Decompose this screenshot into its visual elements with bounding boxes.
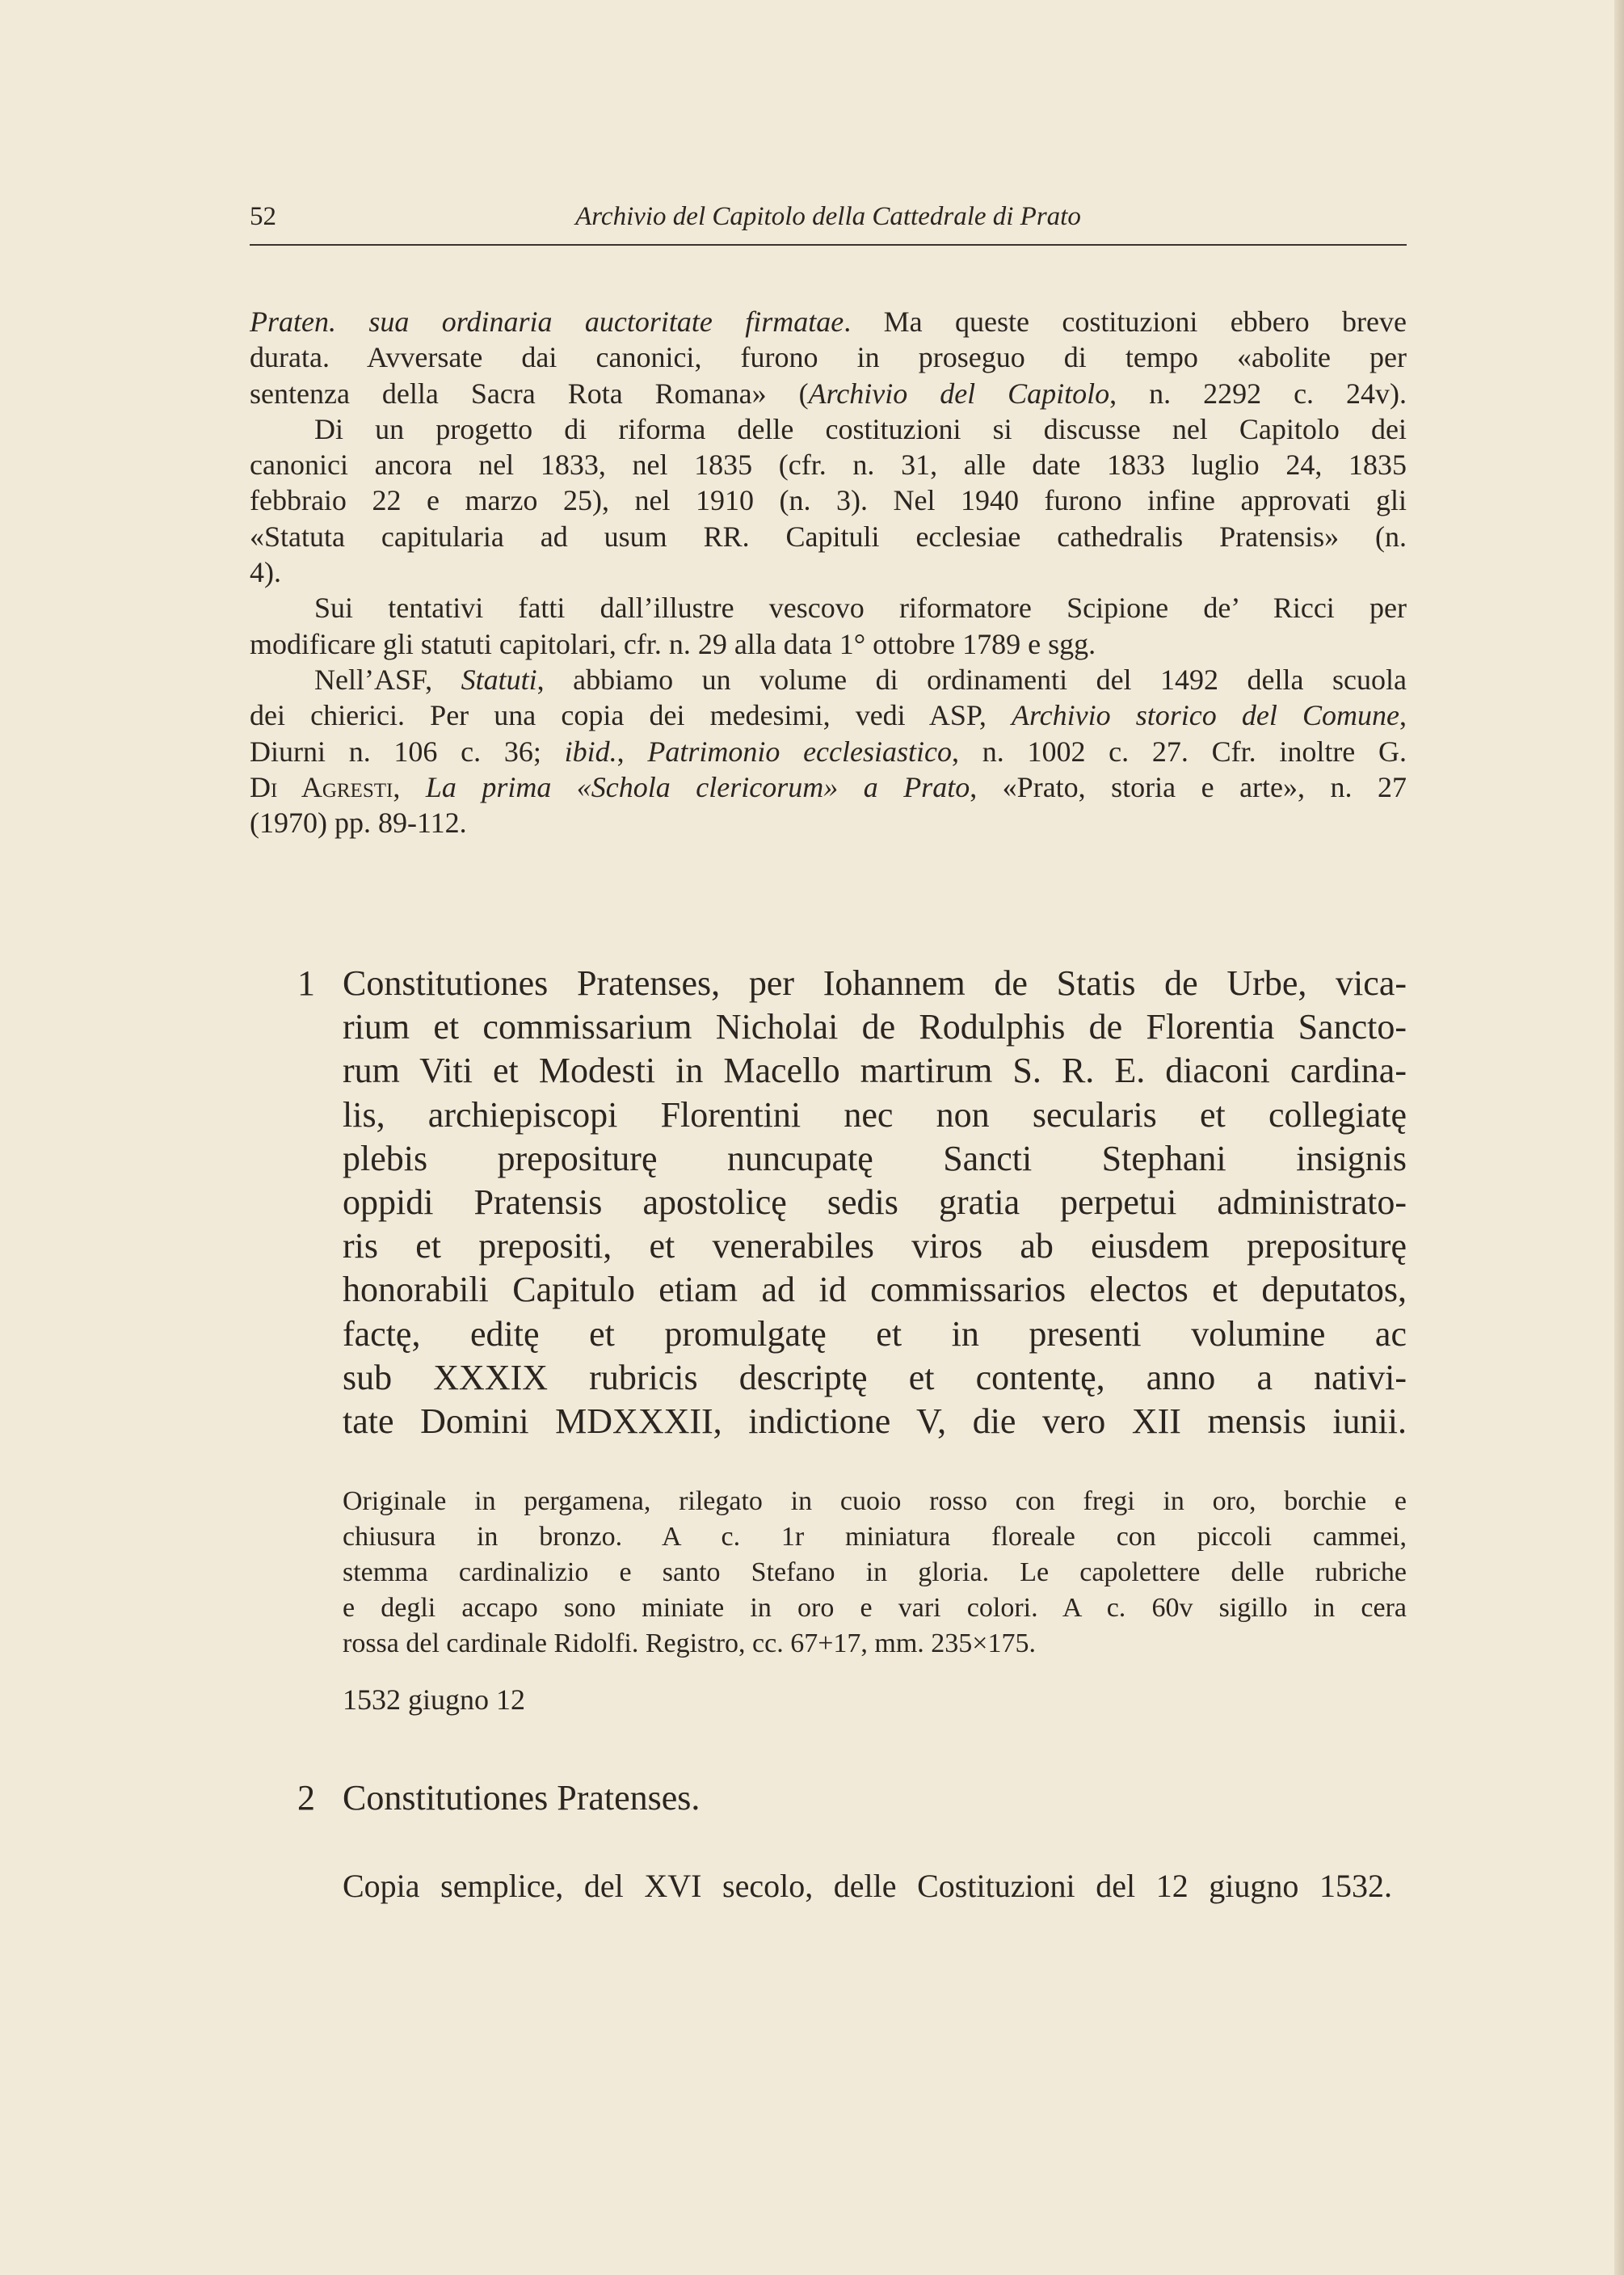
text-line <box>343 1400 1407 1443</box>
text-run: factę, editę et promulgatę et in presenti volumine ac <box>343 1313 1407 1354</box>
text-line <box>250 411 1407 447</box>
text-line <box>343 1626 1407 1662</box>
entry-1-description <box>343 1484 1407 1662</box>
text-line <box>250 697 1407 733</box>
page-edge <box>1614 0 1624 2275</box>
text-line <box>250 519 1407 554</box>
text-run: chiusura in bronzo. A c. 1r miniatura floreale con piccoli cammei, <box>343 1522 1407 1552</box>
header-rule <box>250 244 1407 246</box>
text-line <box>343 1519 1407 1555</box>
text-run: , abbiamo un volume di ordinamenti del 1492 della scuola <box>536 663 1407 696</box>
italic-title: Patrimonio ecclesiastico <box>647 735 952 768</box>
text-run: rium et commissarium Nicholai de Rodulphis de Florentia Sancto- <box>343 1007 1407 1047</box>
text-line <box>343 1137 1407 1181</box>
entry-number: 2 <box>297 1778 315 1818</box>
entry-number: 1 <box>297 963 315 1003</box>
text-line <box>343 1555 1407 1590</box>
text-run: (1970) pp. 89-112. <box>250 807 467 840</box>
text-line <box>250 376 1407 411</box>
text-run: ris et prepositi, et venerabiles viros ab eiusdem prepositurę <box>343 1226 1407 1266</box>
text-run: tate Domini MDXXXII, indictione V, die vero XII mensis iunii. <box>343 1401 1407 1442</box>
text-line <box>343 1049 1407 1093</box>
text-line <box>343 962 1407 1005</box>
italic-title: La prima «Schola clericorum» a Prato <box>425 770 970 803</box>
text-run: stemma cardinalizio e santo Stefano in gloria. Le capolettere delle rubriche <box>343 1557 1407 1587</box>
text-run: lis, archiepiscopi Florentini nec non secularis et collegiatę <box>343 1094 1407 1135</box>
entry-1-date: 1532 giugno 12 <box>343 1683 526 1716</box>
text-run: oppidi Pratensis apostolicę sedis gratia perpetui administrato- <box>343 1182 1407 1223</box>
text-run: e degli accapo sono miniate in oro e vari colori. A c. 60v sigillo in cera <box>343 1593 1407 1623</box>
text-run: Originale in pergamena, rilegato in cuoio rosso con fregi in oro, borchie e <box>343 1486 1407 1516</box>
text-run: , n. 1002 c. 27. Cfr. inoltre G. <box>952 735 1407 768</box>
text-line <box>250 590 1407 626</box>
page-number: 52 <box>250 202 276 231</box>
text-line <box>343 1181 1407 1224</box>
text-run: «Statuta capitularia ad usum RR. Capituli ecclesiae cathedralis Pratensis» (n. <box>250 520 1407 553</box>
entry-2-description: Copia semplice, del XVI secolo, delle Costituzioni del 12 giugno 1532. <box>343 1868 1392 1904</box>
italic-title: Archivio storico del Comune <box>1012 699 1399 732</box>
text-line <box>343 1312 1407 1356</box>
text-line <box>343 1093 1407 1137</box>
text-run: modificare gli statuti capitolari, cfr. n. 29 alla data 1° ottobre 1789 e sgg. <box>250 627 1096 660</box>
text-run: febbraio 22 e marzo 25), nel 1910 (n. 3). Nel 1940 furono infine approvati gli <box>250 484 1407 517</box>
text-line <box>250 769 1407 805</box>
text-run: honorabili Capitulo etiam ad id commissarios electos et deputatos, <box>343 1270 1407 1310</box>
text-line <box>250 805 1407 840</box>
entry-1-title <box>343 962 1407 1443</box>
author-name: Di Agresti <box>250 770 393 803</box>
text-run: Di un progetto di riforma delle costituzioni si discusse nel Capitolo dei <box>314 412 1407 445</box>
text-run: , <box>1399 699 1407 732</box>
text-run: sub XXXIX rubricis descriptę et contentę, anno a nativi- <box>343 1357 1407 1397</box>
italic-title: Statuti <box>461 663 537 696</box>
text-line <box>343 1590 1407 1626</box>
text-line <box>343 1268 1407 1312</box>
text-line <box>250 626 1407 662</box>
text-line <box>343 1224 1407 1268</box>
text-run: Nell’ASF, <box>314 663 461 696</box>
italic-title: ibid. <box>564 735 617 768</box>
text-run: sentenza della Sacra Rota Romana» ( <box>250 377 809 410</box>
text-run: rum Viti et Modesti in Macello martirum S. R. E. diaconi cardina- <box>343 1051 1407 1091</box>
text-run: Sui tentativi fatti dall’illustre vescovo riformatore Scipione de’ Ricci per <box>314 592 1407 625</box>
text-run: . Ma queste costituzioni ebbero breve <box>844 305 1407 338</box>
text-line <box>250 482 1407 518</box>
text-run: 4). <box>250 556 281 589</box>
italic-title: Praten. sua ordinaria auctoritate firmatae <box>250 305 844 338</box>
italic-title: Archivio del Capitolo <box>808 377 1110 410</box>
text-run: durata. Avversate dai canonici, furono in proseguo di tempo «abolite per <box>250 341 1407 374</box>
text-run: , <box>393 770 426 803</box>
text-line <box>343 1005 1407 1049</box>
text-run: , <box>616 735 648 768</box>
text-line <box>343 1356 1407 1400</box>
text-run: Constitutiones Pratenses, per Iohannem de Statis de Urbe, vica- <box>343 963 1407 1003</box>
text-run: , n. 2292 c. 24v). <box>1109 377 1407 410</box>
text-run: , «Prato, storia e arte», n. 27 <box>970 770 1407 803</box>
text-run: plebis prepositurę nuncupatę Sancti Stephani insignis <box>343 1138 1407 1178</box>
text-line <box>250 447 1407 482</box>
text-line <box>250 662 1407 697</box>
text-run: canonici ancora nel 1833, nel 1835 (cfr. n. 31, alle date 1833 luglio 24, 1835 <box>250 449 1407 482</box>
text-line <box>250 734 1407 769</box>
entry-2-title: Constitutiones Pratenses. <box>343 1778 701 1818</box>
running-title: Archivio del Capitolo della Cattedrale di Prato <box>575 202 1081 231</box>
text-line <box>343 1484 1407 1519</box>
text-line <box>250 554 1407 590</box>
running-header <box>250 202 1407 239</box>
text-run: rossa del cardinale Ridolfi. Registro, cc. 67+17, mm. 235×175. <box>343 1628 1036 1658</box>
intro-text <box>250 304 1407 840</box>
text-line <box>250 339 1407 375</box>
text-run: dei chierici. Per una copia dei medesimi, vedi ASP, <box>250 699 1012 732</box>
text-line <box>250 304 1407 339</box>
text-run: Diurni n. 106 c. 36; <box>250 735 565 768</box>
